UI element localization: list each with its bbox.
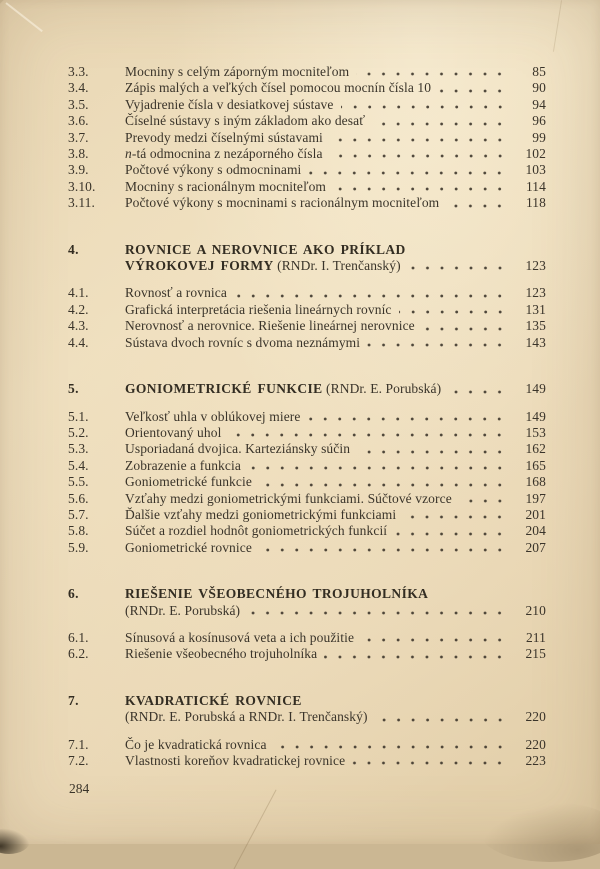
toc-entry [68, 179, 546, 195]
toc-section-title: ROVNICE A NEROVNICE AKO PRÍKLAD [125, 241, 406, 257]
toc-entry-page: 165 [525, 457, 546, 473]
toc-entry-number: 6.1. [68, 629, 89, 645]
toc-section-title: VÝROKOVEJ FORMY (RNDr. I. Trenčanský) [125, 258, 401, 274]
toc-entry-number: 5.3. [68, 441, 89, 457]
toc-section-title: RIEŠENIE VŠEOBECNÉHO TROJUHOLNÍKA [125, 586, 429, 602]
dotted-leader [234, 293, 512, 299]
toc-entry-page: 207 [525, 539, 546, 555]
toc-entry [68, 302, 546, 318]
toc-entry-number: 3.6. [68, 113, 89, 129]
toc-section-number: 7. [68, 692, 79, 708]
dotted-leader [308, 170, 512, 176]
dotted-leader [324, 654, 512, 660]
dotted-leader [274, 744, 512, 750]
toc-entry-page: 85 [532, 64, 546, 79]
toc-entry-title: Mocniny s racionálnym mocniteľom [125, 178, 327, 194]
toc-items [68, 409, 546, 557]
toc-items [68, 737, 546, 770]
dotted-leader [259, 547, 512, 553]
dotted-leader [403, 514, 512, 520]
toc-entry-title: Zobrazenie a funkcia [125, 457, 241, 473]
dotted-leader [248, 465, 512, 471]
toc-entry-page: 135 [525, 318, 546, 334]
toc-entry-title: Orientovaný uhol [125, 424, 222, 440]
toc-entry [68, 441, 546, 457]
toc-entry-title: Ďalšie vzťahy medzi goniometrickými funkciami [125, 506, 397, 522]
toc-entry-number: 3.5. [68, 96, 89, 112]
toc-section-number: 4. [68, 241, 79, 257]
toc-entry-title: n-tá odmocnina z nezáporného čísla [125, 146, 323, 162]
toc-section-number: 5. [68, 381, 79, 397]
toc-entry [68, 113, 546, 129]
toc-section-title: (RNDr. E. Porubská) [125, 602, 241, 618]
toc-entry-page: 162 [525, 441, 546, 457]
dotted-leader [356, 71, 512, 77]
toc-entry-page: 131 [525, 301, 546, 317]
toc-entry-number: 5.7. [68, 506, 89, 522]
toc-entry [68, 146, 546, 162]
dotted-leader [330, 153, 512, 159]
dotted-leader [394, 531, 512, 537]
toc-entry [68, 80, 546, 96]
toc-entry-page: 102 [525, 146, 546, 162]
toc-entry-title: Čo je kvadratická rovnica [125, 736, 267, 752]
toc-entry-number: 7.2. [68, 753, 89, 768]
toc-entry [68, 195, 546, 211]
toc-entry [68, 409, 546, 425]
toc-section-page: 210 [525, 602, 546, 618]
toc-entry-number: 5.9. [68, 539, 89, 555]
toc-entry [68, 425, 546, 441]
dotted-leader [408, 265, 512, 271]
dotted-leader [330, 137, 512, 143]
dotted-leader [375, 717, 512, 723]
toc-entry-title: Vlastnosti koreňov kvadratickej rovnice [125, 753, 346, 768]
toc-entry-page: 123 [525, 285, 546, 301]
toc-entry [68, 540, 546, 556]
toc-entry-number: 4.4. [68, 334, 89, 350]
toc-section-title: (RNDr. E. Porubská a RNDr. I. Trenčanský) [125, 709, 368, 725]
dotted-leader [438, 88, 512, 94]
toc-entry-number: 3.8. [68, 146, 89, 162]
toc-entry-title: Sústava dvoch rovníc s dvoma neznámymi [125, 334, 361, 350]
toc-section-heading [68, 693, 546, 726]
toc-entry-title: Vyjadrenie čísla v desiatkovej sústave [125, 96, 334, 112]
toc-entry-title: Rovnosť a rovnica [125, 285, 227, 301]
toc-entry-page: 153 [525, 424, 546, 440]
toc-section-title: GONIOMETRICKÉ FUNKCIE (RNDr. E. Porubská) [125, 381, 442, 397]
toc-entry-title: Usporiadaná dvojica. Karteziánsky súčin [125, 441, 351, 457]
toc-entry-number: 7.1. [68, 736, 89, 752]
toc-entry [68, 630, 546, 646]
page-footer-number: 284 [69, 781, 90, 796]
toc-entry [68, 507, 546, 523]
toc-entry [68, 523, 546, 539]
toc-heading-line [68, 258, 546, 274]
toc-entry-page: 118 [525, 195, 546, 211]
toc-items [68, 64, 546, 212]
toc-entry-title: Súčet a rozdiel hodnôt goniometrických funkcií [125, 523, 388, 539]
toc-entry [68, 335, 546, 351]
toc-entry-title: Počtové výkony s mocninami s racionálnym mocniteľom [125, 195, 440, 211]
toc-entry-title: Sínusová a kosínusová veta a ich použitie [125, 629, 355, 645]
toc-entry-page: 197 [525, 490, 546, 506]
toc-entry-page: 168 [525, 474, 546, 490]
toc-entry-title: Vzťahy medzi goniometrickými funkciami. Súčtové vzorce [125, 490, 452, 506]
dotted-leader [357, 449, 512, 455]
toc-section-page: 123 [525, 258, 546, 274]
toc-items [68, 285, 546, 351]
toc-entry-number: 3.11. [68, 195, 95, 211]
dotted-leader [333, 186, 512, 192]
toc-entry-page: 204 [525, 523, 546, 539]
toc-entry-number: 5.2. [68, 424, 89, 440]
toc-entry-page: 114 [525, 178, 546, 194]
toc-section-heading [68, 381, 546, 397]
toc-entry [68, 130, 546, 146]
toc-entry-number: 3.9. [68, 162, 89, 178]
dotted-leader [259, 482, 512, 488]
toc-entry-page: 94 [532, 96, 546, 112]
toc-entry-title: Goniometrické funkcie [125, 474, 252, 490]
toc-entry-page: 201 [525, 506, 546, 522]
dotted-leader [446, 203, 512, 209]
toc-entry-number: 3.4. [68, 80, 89, 96]
toc-entry-title: Mocniny s celým záporným mocniteľom [125, 64, 350, 79]
toc-heading-line [68, 242, 546, 258]
toc-entry-page: 99 [532, 129, 546, 145]
toc-entry-number: 5.1. [68, 408, 89, 424]
dotted-leader [352, 760, 512, 766]
toc-entry [68, 737, 546, 753]
toc-entry-number: 3.10. [68, 178, 96, 194]
dotted-leader [228, 432, 512, 438]
toc-entry-title: Zápis malých a veľkých čísel pomocou mocnín čísla 10 [125, 80, 432, 96]
paper-crease-bottom [233, 790, 276, 869]
toc-entry-page: 149 [525, 408, 546, 424]
toc-section-page: 149 [525, 381, 546, 397]
toc-entry-title: Číselné sústavy s iným základom ako desať [125, 113, 366, 129]
toc-entry [68, 285, 546, 301]
toc-entry-page: 103 [525, 162, 546, 178]
toc-items [68, 630, 546, 663]
toc-entry-title: Goniometrické rovnice [125, 539, 252, 555]
toc-entry [68, 162, 546, 178]
toc-entry-page: 223 [525, 753, 546, 768]
toc-entry [68, 97, 546, 113]
toc-entry-number: 3.7. [68, 129, 89, 145]
dotted-leader [367, 342, 512, 348]
toc-entry-number: 4.3. [68, 318, 89, 334]
toc-heading-line [68, 709, 546, 725]
dotted-leader [399, 309, 512, 315]
dotted-leader [247, 610, 512, 616]
toc-entry-number: 6.2. [68, 646, 89, 662]
toc-section [68, 586, 546, 663]
toc-section-heading [68, 242, 546, 275]
toc-heading-line [68, 693, 546, 709]
dotted-leader [448, 389, 512, 395]
toc-section [68, 693, 546, 770]
toc-entry [68, 491, 546, 507]
toc-entry-title: Riešenie všeobecného trojuholníka [125, 646, 318, 662]
toc-entry [68, 64, 546, 80]
dotted-leader [341, 104, 513, 110]
toc-section-page: 220 [525, 709, 546, 725]
toc-entry-page: 220 [525, 736, 546, 752]
toc-entry-title: Grafická interpretácia riešenia lineárnych rovníc [125, 301, 392, 317]
toc-section-title: KVADRATICKÉ ROVNICE [125, 692, 302, 708]
scan-corner-shadow-bottom-left [0, 828, 30, 854]
scan-shade-bottom-right [480, 802, 600, 862]
dotted-leader [422, 326, 512, 332]
toc-entry-title: Veľkosť uhla v oblúkovej miere [125, 408, 301, 424]
toc-section [68, 242, 546, 351]
toc-entry-page: 215 [525, 646, 546, 662]
dotted-leader [307, 416, 512, 422]
toc-entry-number: 5.8. [68, 523, 89, 539]
toc-heading-line [68, 381, 546, 397]
toc-section-number: 6. [68, 586, 79, 602]
toc-entry-title: Prevody medzi číselnými sústavami [125, 129, 323, 145]
toc-entry-page: 96 [532, 113, 546, 129]
toc-section-heading [68, 586, 546, 619]
toc-entry-title: Nerovnosť a nerovnice. Riešenie lineárnej nerovnice [125, 318, 415, 334]
toc-entry-number: 5.5. [68, 474, 89, 490]
toc-entry-page: 143 [525, 334, 546, 350]
toc-entry-number: 3.3. [68, 64, 89, 79]
toc-section [68, 64, 546, 212]
toc-section [68, 381, 546, 556]
toc-entry [68, 753, 546, 769]
toc-entry [68, 646, 546, 662]
toc-entry-title: Počtové výkony s odmocninami [125, 162, 302, 178]
toc-entry [68, 474, 546, 490]
toc-entry-number: 5.6. [68, 490, 89, 506]
toc-entry-page: 211 [525, 629, 546, 645]
toc-heading-line [68, 603, 546, 619]
toc-entry-number: 5.4. [68, 457, 89, 473]
dotted-leader [372, 121, 512, 127]
toc-entry-page: 90 [532, 80, 546, 96]
toc-entry-number: 4.2. [68, 301, 89, 317]
dotted-leader [459, 498, 512, 504]
dotted-leader [361, 637, 512, 643]
toc-entry-number: 4.1. [68, 285, 89, 301]
toc-entry [68, 318, 546, 334]
toc-entry [68, 458, 546, 474]
toc-heading-line [68, 586, 546, 602]
